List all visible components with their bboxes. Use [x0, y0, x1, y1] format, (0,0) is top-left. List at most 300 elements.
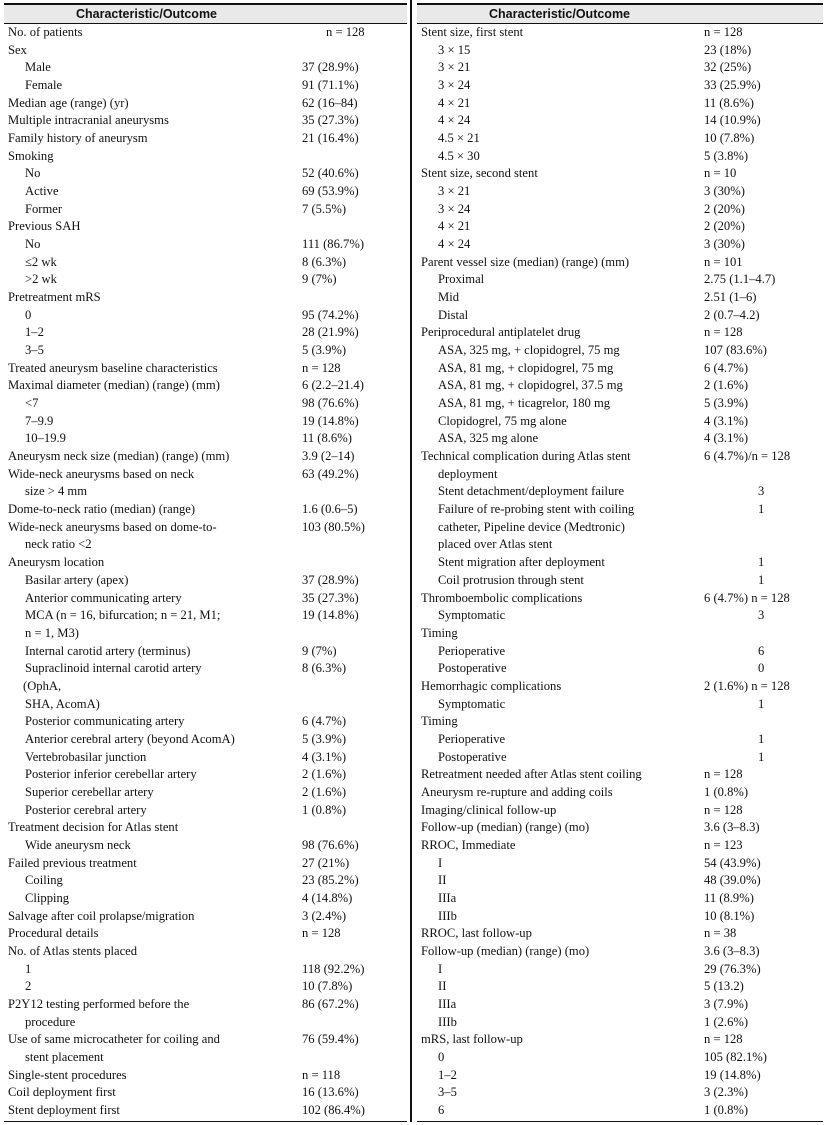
row-value: 76 (59.4%) [302, 1032, 359, 1047]
row-value: 98 (76.6%) [302, 837, 359, 852]
table-row [417, 1084, 823, 1102]
row-label: No. of patients [8, 25, 83, 39]
table-row [417, 607, 823, 625]
row-label: Former [25, 201, 63, 216]
table-row [417, 201, 823, 219]
row-value: 3.6 (3–8.3) [704, 820, 760, 835]
row-label: Symptomatic [438, 608, 506, 623]
table-row [417, 218, 823, 236]
row-label: SHA, AcomA) [25, 696, 100, 711]
row-value: 118 (92.2%) [302, 961, 365, 976]
table-row [4, 872, 407, 890]
row-label: Posterior communicating artery [25, 714, 185, 729]
row-value: 2 (1.6%) [302, 784, 347, 799]
row-label: Stent detachment/deployment failure [438, 484, 625, 499]
row-value: 35 (27.3%) [302, 590, 359, 605]
row-value: 33 (25.9%) [704, 78, 761, 93]
row-value: 14 (10.9%) [704, 113, 761, 128]
row-value: 6 [758, 643, 765, 658]
row-value: n = 118 [302, 1067, 341, 1082]
table-row [417, 1049, 823, 1067]
row-value: 4 (3.1%) [704, 413, 749, 428]
table-row [417, 784, 823, 802]
row-value: 29 (76.3%) [704, 961, 761, 976]
table-row [417, 978, 823, 996]
row-label: Supraclinoid internal carotid artery [25, 661, 202, 676]
row-value: 21 (16.4%) [302, 131, 359, 146]
row-label: Distal [438, 307, 469, 322]
row-label: Female [25, 78, 63, 93]
row-value: 9 (7%) [302, 272, 337, 287]
table-row [417, 996, 823, 1014]
row-value: 54 (43.9%) [704, 855, 761, 870]
table-row [417, 660, 823, 678]
table-row [417, 395, 823, 413]
row-value: 3 (30%) [704, 237, 745, 252]
row-value: 103 (80.5%) [302, 519, 365, 534]
row-label: Stent size, first stent [421, 25, 524, 39]
row-label: Vertebrobasilar junction [25, 749, 147, 764]
row-label: No. of Atlas stents placed [8, 943, 138, 958]
row-label: Posterior inferior cerebellar artery [25, 767, 197, 782]
table-row [417, 890, 823, 908]
row-value: n = 128 [704, 767, 743, 782]
table-row [417, 749, 823, 767]
row-label: IIIb [438, 1014, 457, 1029]
row-label: Superior cerebellar artery [25, 784, 154, 799]
row-label: Hemorrhagic complications [421, 678, 562, 693]
row-label: Perioperative [438, 731, 506, 746]
table-row [417, 590, 823, 608]
row-label: Male [25, 60, 51, 75]
row-label: 10–19.9 [25, 431, 66, 446]
row-value: 3.6 (3–8.3) [704, 943, 760, 958]
table-row [4, 678, 407, 696]
row-value: 16 (13.6%) [302, 1085, 359, 1100]
table-row [417, 802, 823, 820]
row-value: 4 (3.1%) [704, 431, 749, 446]
table-row [417, 519, 823, 537]
row-value: 35 (27.3%) [302, 113, 359, 128]
row-label: Clipping [25, 890, 70, 905]
table-row [4, 342, 407, 360]
table-row [417, 925, 823, 943]
table-row [4, 819, 407, 837]
table-row [417, 961, 823, 979]
row-value: 3 [758, 484, 765, 499]
table-row [4, 289, 407, 307]
row-value: 5 (3.9%) [302, 731, 347, 746]
row-label: Timing [421, 714, 458, 729]
row-label: Salvage after coil prolapse/migration [8, 908, 195, 923]
table-row [417, 448, 823, 466]
table-row [417, 59, 823, 77]
row-value: 1 [758, 696, 765, 711]
row-label: No [25, 166, 41, 181]
table-row [417, 95, 823, 113]
right-table-header [417, 3, 823, 24]
row-value: 102 (86.4%) [302, 1102, 365, 1117]
table-row [4, 307, 407, 325]
row-value: 5 (3.8%) [704, 148, 749, 163]
table-row [417, 696, 823, 714]
table-row [4, 696, 407, 714]
table-row [4, 59, 407, 77]
row-value: 6 (4.7%) [302, 714, 347, 729]
table-row [4, 978, 407, 996]
table-row [417, 289, 823, 307]
table-row [4, 1084, 407, 1102]
row-value: 19 (14.8%) [704, 1067, 761, 1082]
row-label: ≤2 wk [25, 254, 57, 269]
row-label: 2 [25, 979, 32, 994]
row-value: 19 (14.8%) [302, 413, 359, 428]
left-table-body [4, 24, 407, 1120]
row-value: 107 (83.6%) [704, 343, 767, 358]
row-label: Failed previous treatment [8, 855, 137, 870]
row-value: 3 [758, 608, 765, 623]
row-value: 23 (18%) [704, 42, 752, 57]
row-label: Previous SAH [8, 219, 81, 234]
table-row [4, 148, 407, 166]
row-value: 1 [758, 555, 765, 570]
table-row [4, 519, 407, 537]
row-label: ASA, 325 mg, + clopidogrel, 75 mg [438, 343, 620, 358]
table-row [417, 1031, 823, 1049]
row-value: 1 (2.6%) [704, 1014, 749, 1029]
row-value: 48 (39.0%) [704, 873, 761, 888]
row-label: deployment [438, 466, 498, 481]
right-header-label: Characteristic/Outcome [488, 7, 631, 21]
row-label: Aneurysm location [8, 555, 105, 570]
row-value: 63 (49.2%) [302, 466, 359, 481]
table-row [4, 1014, 407, 1032]
row-value: 2 (1.6%) [302, 767, 347, 782]
table-row [417, 819, 823, 837]
row-label: Treatment decision for Atlas stent [8, 820, 179, 835]
right-bottom-rule [417, 1121, 823, 1122]
row-label: 4 × 24 [438, 113, 471, 128]
right-table-body [417, 24, 823, 1120]
row-value: 4 (14.8%) [302, 890, 353, 905]
table-row [4, 908, 407, 926]
row-value: n = 123 [704, 837, 743, 852]
row-value: n = 128 [302, 926, 341, 941]
table-row [417, 908, 823, 926]
row-value: n = 128 [704, 325, 743, 340]
row-label: Use of same microcatheter for coiling and [8, 1032, 220, 1047]
table-row [417, 713, 823, 731]
row-value: 32 (25%) [704, 60, 752, 75]
row-label: ASA, 81 mg, + ticagrelor, 180 mg [438, 396, 611, 411]
row-label: Single-stent procedures [8, 1067, 127, 1082]
table-row [417, 377, 823, 395]
table-row [417, 307, 823, 325]
left-table-header [4, 3, 407, 24]
row-label: RROC, last follow-up [421, 926, 532, 941]
row-value: 2 (1.6%) n = 128 [704, 678, 790, 693]
row-value: 7 (5.5%) [302, 201, 347, 216]
row-value: 19 (14.8%) [302, 608, 359, 623]
row-value: 11 (8.9%) [704, 890, 754, 905]
table-row [4, 766, 407, 784]
row-label: Sex [8, 42, 27, 57]
table-row [417, 1014, 823, 1032]
row-label: Imaging/clinical follow-up [421, 802, 557, 817]
row-value: 5 (13.2) [704, 979, 744, 994]
row-value: 10 (7.8%) [302, 979, 353, 994]
row-label: Pretreatment mRS [8, 290, 101, 305]
table-row [417, 643, 823, 661]
row-value: 95 (74.2%) [302, 307, 359, 322]
table-row [4, 802, 407, 820]
table-row [417, 554, 823, 572]
row-label: placed over Atlas stent [438, 537, 553, 552]
row-value: 98 (76.6%) [302, 396, 359, 411]
table-row [4, 377, 407, 395]
table-row [417, 837, 823, 855]
row-label: Treated aneurysm baseline characteristics [8, 360, 218, 375]
row-label: 4 × 24 [438, 237, 471, 252]
row-label: size > 4 mm [25, 484, 88, 499]
row-label: 4.5 × 30 [438, 148, 480, 163]
row-value: 4 (3.1%) [302, 749, 347, 764]
table-row [4, 784, 407, 802]
table-row [417, 483, 823, 501]
row-label: Internal carotid artery (terminus) [25, 643, 191, 658]
table-row [4, 731, 407, 749]
row-value: n = 128 [704, 802, 743, 817]
row-label: II [438, 979, 447, 994]
row-label: 1 [25, 961, 32, 976]
table-row [4, 501, 407, 519]
column-divider [410, 0, 412, 1122]
table-row [4, 130, 407, 148]
row-label: 3 × 21 [438, 184, 471, 199]
row-value: n = 128 [302, 360, 341, 375]
table-row [417, 77, 823, 95]
row-label: Wide aneurysm neck [25, 837, 131, 852]
row-label: stent placement [25, 1049, 104, 1064]
row-label: P2Y12 testing performed before the [8, 996, 190, 1011]
row-label: 0 [438, 1049, 445, 1064]
table-row [4, 554, 407, 572]
table-row [4, 466, 407, 484]
row-value: 1 (0.8%) [704, 1102, 749, 1117]
row-label: Perioperative [438, 643, 506, 658]
row-label: mRS, last follow-up [421, 1032, 523, 1047]
row-label: >2 wk [25, 272, 57, 287]
table-row [417, 148, 823, 166]
table-row [417, 855, 823, 873]
table-row [417, 536, 823, 554]
row-value: n = 128 [326, 25, 365, 39]
row-value: 69 (53.9%) [302, 184, 359, 199]
table-row [4, 112, 407, 130]
row-value: 3 (2.4%) [302, 908, 347, 923]
row-value: 1 (0.8%) [704, 784, 749, 799]
row-label: No [25, 237, 41, 252]
table-row [4, 572, 407, 590]
row-value: n = 128 [704, 25, 743, 39]
row-label: Symptomatic [438, 696, 506, 711]
table-row [4, 1031, 407, 1049]
row-label: Periprocedural antiplatelet drug [421, 325, 581, 340]
row-label: (OphA, [23, 678, 62, 693]
table-row [4, 1102, 407, 1120]
table-row [4, 943, 407, 961]
row-value: 91 (71.1%) [302, 78, 359, 93]
row-value: 6 (4.7%)/n = 128 [704, 449, 791, 464]
row-label: Coil deployment first [8, 1085, 116, 1100]
table-row [4, 607, 407, 625]
row-label: 6 [438, 1102, 445, 1117]
row-label: ASA, 325 mg alone [438, 431, 539, 446]
row-label: Wide-neck aneurysms based on neck [8, 466, 195, 481]
row-value: n = 10 [704, 166, 737, 181]
row-value: 2.75 (1.1–4.7) [704, 272, 776, 287]
table-row [417, 872, 823, 890]
row-label: Retreatment needed after Atlas stent coiling [421, 767, 642, 782]
table-row [417, 254, 823, 272]
row-value: 111 (86.7%) [302, 237, 365, 252]
row-label: 1–2 [25, 325, 44, 340]
row-label: 0 [25, 307, 32, 322]
row-value: 2 (0.7–4.2) [704, 307, 760, 322]
row-label: 1–2 [438, 1067, 457, 1082]
row-label: I [438, 961, 443, 976]
row-label: procedure [25, 1014, 76, 1029]
row-label: Anterior cerebral artery (beyond AcomA) [25, 731, 235, 746]
table-row [4, 430, 407, 448]
row-value: 3 (7.9%) [704, 996, 749, 1011]
row-value: 3 (2.3%) [704, 1085, 749, 1100]
row-label: Coil protrusion through stent [438, 572, 584, 587]
row-value: 1 [758, 749, 765, 764]
row-label: 7–9.9 [25, 413, 54, 428]
row-value: 28 (21.9%) [302, 325, 359, 340]
row-label: IIIb [438, 908, 457, 923]
row-label: 3–5 [438, 1085, 457, 1100]
row-value: 86 (67.2%) [302, 996, 359, 1011]
table-row [417, 466, 823, 484]
table-row [4, 590, 407, 608]
table-row [4, 855, 407, 873]
row-label: Wide-neck aneurysms based on dome-to- [8, 519, 217, 534]
table-row [417, 271, 823, 289]
row-label: Stent migration after deployment [438, 555, 605, 570]
table-row [4, 42, 407, 60]
table-row [4, 236, 407, 254]
table-row [4, 77, 407, 95]
table-row [4, 183, 407, 201]
table-row [417, 342, 823, 360]
row-label: Thromboembolic complications [421, 590, 583, 605]
row-value: 6 (4.7%) [704, 360, 749, 375]
row-value: 10 (7.8%) [704, 131, 755, 146]
row-label: 4 × 21 [438, 95, 471, 110]
row-label: Aneurysm re-rupture and adding coils [421, 784, 613, 799]
row-label: Technical complication during Atlas stent [421, 449, 631, 464]
row-value: 2 (20%) [704, 201, 745, 216]
table-row [4, 890, 407, 908]
row-label: I [438, 855, 443, 870]
table-row [4, 1067, 407, 1085]
row-value: 9 (7%) [302, 643, 337, 658]
row-label: Multiple intracranial aneurysms [8, 113, 169, 128]
row-value: n = 38 [704, 926, 737, 941]
row-value: 52 (40.6%) [302, 166, 359, 181]
table-row [417, 24, 823, 42]
row-value: n = 101 [704, 254, 743, 269]
table-row [4, 996, 407, 1014]
row-label: Median age (range) (yr) [8, 95, 129, 110]
table-row [4, 95, 407, 113]
row-label: IIIa [438, 890, 457, 905]
row-value: 8 (6.3%) [302, 661, 347, 676]
row-label: Maximal diameter (median) (range) (mm) [8, 378, 220, 393]
row-label: Procedural details [8, 926, 99, 941]
row-label: Smoking [8, 148, 54, 163]
row-value: 1 [758, 502, 765, 517]
table-row [417, 731, 823, 749]
row-value: 11 (8.6%) [704, 95, 754, 110]
row-label: Postoperative [438, 661, 507, 676]
row-label: 3 × 15 [438, 42, 471, 57]
row-label: Coiling [25, 873, 63, 888]
row-label: Timing [421, 625, 458, 640]
table-row [4, 165, 407, 183]
table-row [417, 165, 823, 183]
row-value: 105 (82.1%) [704, 1049, 767, 1064]
row-label: 3 × 24 [438, 201, 471, 216]
row-label: MCA (n = 16, bifurcation; n = 21, M1; [25, 608, 221, 623]
left-bottom-rule [4, 1121, 407, 1122]
row-label: Stent deployment first [8, 1102, 120, 1117]
row-value: 6 (4.7%) n = 128 [704, 590, 790, 605]
table-row [4, 413, 407, 431]
row-label: Mid [438, 290, 459, 305]
row-label: ASA, 81 mg, + clopidogrel, 37.5 mg [438, 378, 623, 393]
row-label: IIIa [438, 996, 457, 1011]
row-label: Dome-to-neck ratio (median) (range) [8, 502, 196, 517]
table-row [4, 448, 407, 466]
table-row [4, 218, 407, 236]
table-row [4, 660, 407, 678]
row-label: 3 × 24 [438, 78, 471, 93]
table-row [4, 749, 407, 767]
row-label: ASA, 81 mg, + clopidogrel, 75 mg [438, 360, 614, 375]
row-value: 1.6 (0.6–5) [302, 502, 358, 517]
row-value: 62 (16–84) [302, 95, 358, 110]
row-value: 27 (21%) [302, 855, 350, 870]
table-row [4, 360, 407, 378]
row-value: 0 [758, 661, 765, 676]
row-value: 37 (28.9%) [302, 60, 359, 75]
row-label: II [438, 873, 447, 888]
table-row [417, 1102, 823, 1120]
table-row [417, 112, 823, 130]
table-row [4, 713, 407, 731]
row-label: Follow-up (median) (range) (mo) [421, 943, 590, 958]
table-row [4, 643, 407, 661]
row-value: 8 (6.3%) [302, 254, 347, 269]
row-value: 23 (85.2%) [302, 873, 359, 888]
table-row [4, 483, 407, 501]
table-row [4, 271, 407, 289]
row-label: Aneurysm neck size (median) (range) (mm) [8, 449, 230, 464]
row-label: Parent vessel size (median) (range) (mm) [421, 254, 630, 269]
